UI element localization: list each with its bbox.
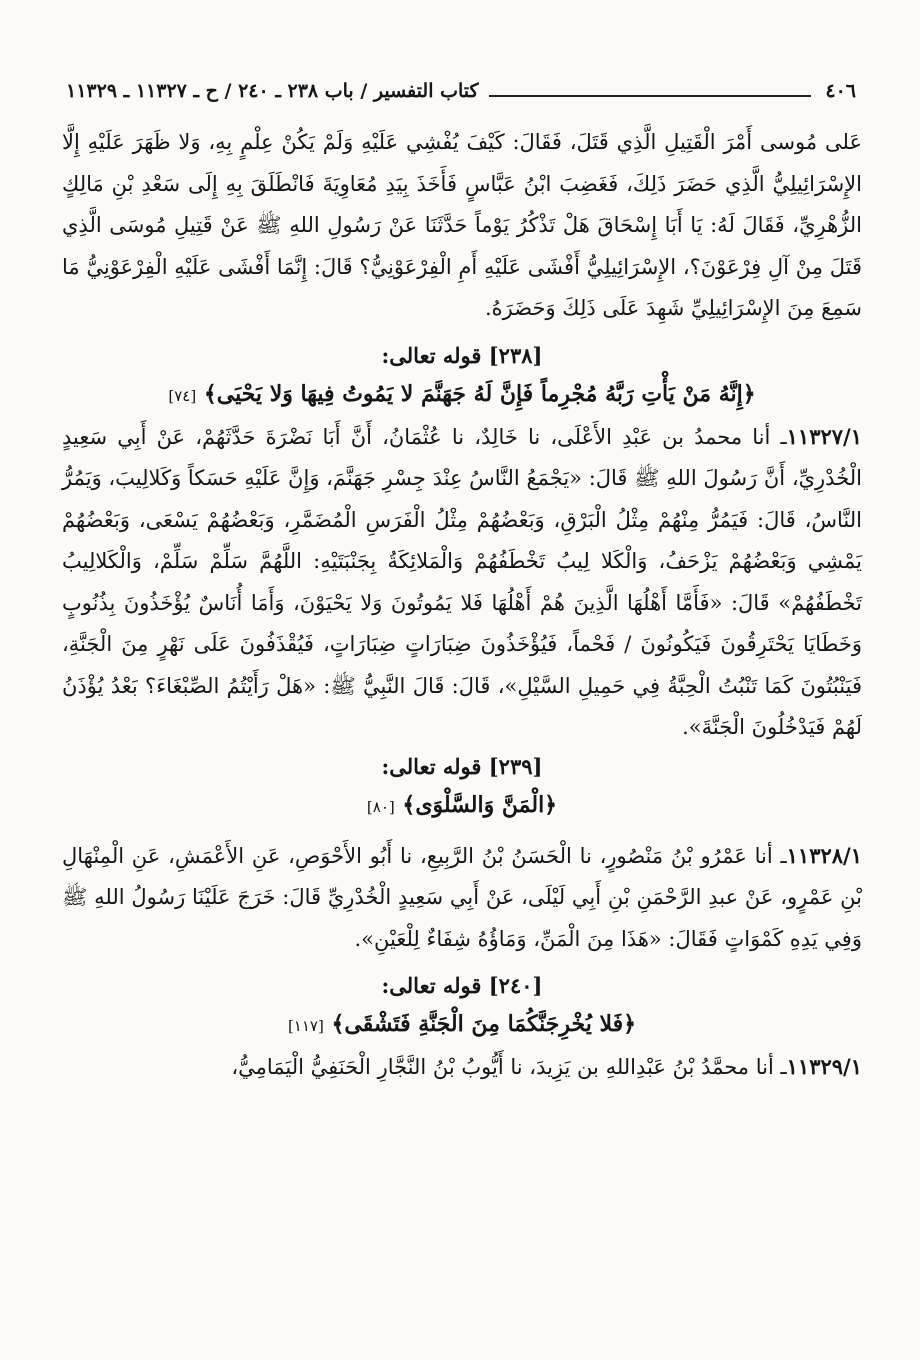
verse-reference: [٨٠]: [366, 797, 395, 816]
section-240-verse: [62, 1004, 862, 1046]
section-238-verse: [62, 374, 862, 416]
hadith-11327: [62, 416, 862, 749]
hadith-text: ـ أنا عَمْرُو بْنُ مَنْصُورٍ، نا الْحَسَنُ بْنُ الرَّبِيعِ، نا أَبُو الأَحْوَصِ، عَنِ الأَعْمَشِ، عَنِ الْمِنْهَالِ بْنِ عَمْرٍو، عَنْ عبدِ الرَّحْمَنِ بْنِ أَبِي لَيْلَى، عَنْ أَبِي سَعِيدٍ الْخُدْرِيِّ قَالَ: خَرَجَ عَلَيْنَا رَسُولُ اللهِ ﷺ وَفِي يَدِهِ كَمْوَاتٍ فَقَالَ: «هَذَا مِنَ الْمَنِّ، وَمَاؤُهُ شِفَاءٌ لِلْعَيْنِ».: [62, 843, 862, 951]
hadith-number: ١١٣٢٩/١: [786, 1054, 862, 1079]
hadith-number: ١١٣٢٧/١: [786, 423, 862, 449]
running-title: كتاب التفسير / باب ٢٣٨ ـ ٢٤٠ / ح ـ ١١٣٢٧ ـ ١١٣٢٩: [66, 80, 479, 102]
verse-text: ﴿فَلا يُخْرِجَنَّكُمَا مِنَ الْجَنَّةِ فَتَشْقَى﴾: [331, 1011, 637, 1037]
section-239-verse: [62, 785, 862, 827]
spacer: [62, 827, 862, 835]
hadith-11329: [62, 1046, 862, 1089]
spacer: [62, 960, 862, 968]
spacer: [62, 330, 862, 338]
section-240-title: [٢٤٠] قوله تعالى:: [381, 973, 543, 998]
page-header: [66, 78, 856, 104]
section-238-title: [٢٣٨] قوله تعالى:: [381, 342, 543, 368]
verse-text: ﴿الْمَنَّ وَالسَّلْوَى﴾: [402, 791, 558, 818]
page-number: ٤٠٦: [825, 80, 856, 102]
header-rule: [489, 95, 812, 97]
page-body: [62, 122, 862, 1089]
hadith-text: ـ أنا محمدُ بن عَبْدِ الأَعْلَى، نا خَالِدٌ، نا عُثْمَانُ، أَنَّ أَبَا نَضْرَةَ حَدَّثَهُمْ، عَنْ أَبِي سَعِيدٍ الْخُدْرِيِّ، أَنَّ رَسُولَ اللهِ ﷺ قَالَ: «يَجْمَعُ النَّاسُ عِنْدَ جِسْرِ جَهَنَّمَ، وَإِنَّ عَلَيْهِ حَسَكاً وَكَلالِيبَ، وَيَمُرُّ النَّاسُ، قَالَ: فَيَمُرُّ مِنْهُمْ مِثْلُ الْبَرْقِ، وَبَعْضُهُمْ مِثْلُ الْفَرَسِ الْمُضَمَّرِ، وَبَعْضُهُمْ يَسْعَى، وَبَعْضُهُمْ يَمْشِي وَبَعْضُهُمْ يَزْحَفُ، وَالْكَلا لِيبُ تَخْطَفُهُمْ وَالْمَلائِكَةُ بِجَنْبَتَيْهِ: اللَّهُمَّ سَلِّمْ سَلِّمْ، وَالْكَلالِيبُ تَخْطَفُهُمْ» قَالَ: «فَأَمَّا أَهْلُهَا الَّذِينَ هُمْ أَهْلُهَا فَلا يَمُوتُونَ وَلا يَحْيَوْنَ، وَأَمَا أُنَاسٌ يُؤْخَذُونَ بِذُنُوبٍ وَخَطَايَا يَحْتَرِقُونَ فَيَكُونُونَ / فَحْماً، فَيُؤْخَذُونَ ضِبَارَاتٍ ضِبَارَاتٍ، فَيُقْذَفُونَ عَلَى نَهْرٍ مِنَ الْجَنَّةِ، فَيَنْبُتُونَ كَمَا تَنْبُتُ الْحِبَّةُ فِي حَمِيلِ السَّيْلِ»، قَالَ: قَالَ النَّبِيُّ ﷺ: «هَلْ رَأَيْتُمُ الصِّبْغَاءَ؟ بَعْدُ يُؤْذَنُ لَهُمْ فَيَدْخُلُونَ الْجَنَّةَ».: [62, 424, 862, 739]
verse-reference: [١١٧]: [287, 1017, 324, 1035]
hadith-11328: [62, 835, 862, 961]
verse-text: ﴿إِنَّهُ مَنْ يَأْتِ رَبَّهُ مُجْرِماً فَإِنَّ لَهُ جَهَنَّمَ لا يَمُوتُ فِيهَا وَلا يَحْيَى﴾: [203, 380, 756, 407]
verse-reference: [٧٤]: [168, 386, 197, 405]
section-239-title: [٢٣٩] قوله تعالى:: [381, 753, 543, 779]
hadith-text: ـ أنا محمَّدُ بْنُ عَبْدِاللهِ بن يَزِيدَ، نا أَيُّوبُ بْنُ النَّجَّارِ الْحَنَفِيُّ الْيَمَامِيُّ،: [231, 1055, 787, 1079]
continuation-paragraph: عَلى مُوسى أَمْرَ الْقَتِيلِ الَّذِي قَتَلَ، فَقَالَ: كَيْفَ يُفْشِي عَلَيْهِ وَلَمْ يَكُنْ عِلْمٍ بِهِ، وَلا ظَهَرَ عَلَيْهِ إِلَّا الإِسْرَائِيلِيُّ الَّذِي حَضَرَ ذَلِكَ، فَغَضِبَ ابْنُ عَبَّاسٍ فَأَخَذَ بِيَدِ مُعَاوِيَةَ فَانْطَلَقَ بِهِ إِلَى سَعْدِ بْنِ مَالِكٍ الزُّهْرِيِّ، فَقَالَ لَهُ: يَا أَبَا إِسْحَاقَ هَلْ تَذْكُرُ يَوْماً حَدَّثَنَا عَنْ رَسُولِ اللهِ ﷺ عَنْ قَتِيلِ مُوسَى الَّذِي قَتَلَ مِنْ آلِ فِرْعَوْنَ؟، الإِسْرَائِيلِيُّ أَفْشَى عَلَيْهِ أَمِ الْفِرْعَوْنِيُّ؟ قَالَ: إِنَّمَا أَفْشَى عَلَيْهِ الْفِرْعَوْنِيُّ مَا سَمِعَ مِنَ الإِسْرَائِيلِيِّ شَهِدَ عَلَى ذَلِكَ وَحَضَرَهُ.: [62, 130, 862, 320]
hadith-number: ١١٣٢٨/١: [786, 842, 862, 868]
